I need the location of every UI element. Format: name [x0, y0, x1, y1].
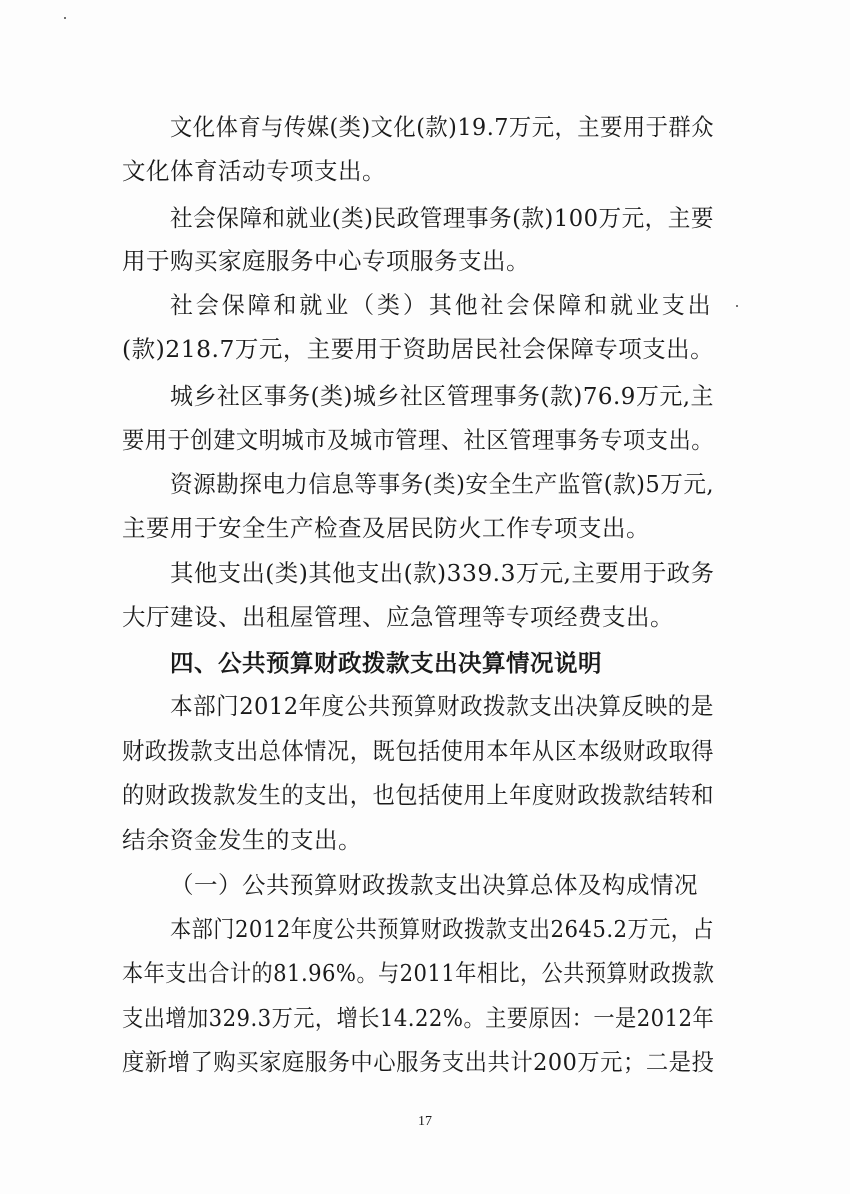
paragraph-culture-line-2: 文化体育活动专项支出。: [122, 157, 386, 185]
paragraph-other-expense-line-2: 大厅建设、出租屋管理、应急管理等专项经费支出。: [122, 603, 674, 631]
subheading: （一）公共预算财政拨款支出决算总体及构成情况: [170, 871, 698, 899]
intro-paragraph-line-2: 财政拨款支出总体情况，既包括使用本年从区本级财政取得: [122, 737, 714, 765]
paragraph-civil-affairs-line-1: 社会保障和就业(类)民政管理事务(款)100万元，主要: [170, 204, 715, 232]
intro-paragraph-line-3: 的财政拨款发生的支出，也包括使用上年度财政拨款结转和: [122, 781, 714, 809]
summary-paragraph-line-1: 本部门2012年度公共预算财政拨款支出2645.2万元，占: [170, 915, 715, 943]
summary-paragraph-line-3: 支出增加329.3万元，增长14.22%。主要原因：一是2012年: [122, 1004, 715, 1032]
summary-paragraph-line-4: 度新增了购买家庭服务中心服务支出共计200万元；二是投: [122, 1048, 715, 1076]
paragraph-culture-line-1: 文化体育与传媒(类)文化(款)19.7万元，主要用于群众: [170, 113, 715, 141]
paragraph-urban-rural-line-1: 城乡社区事务(类)城乡社区管理事务(款)76.9万元,主: [170, 382, 714, 410]
paragraph-safety-line-2: 主要用于安全生产检查及居民防火工作专项支出。: [122, 514, 650, 542]
scan-speck: [736, 305, 738, 307]
intro-paragraph-line-1: 本部门2012年度公共预算财政拨款支出决算反映的是: [170, 692, 714, 720]
summary-paragraph-line-2: 本年支出合计的81.96%。与2011年相比，公共预算财政拨款: [122, 959, 715, 987]
scan-speck: [64, 17, 66, 19]
paragraph-social-security-line-2: (款)218.7万元，主要用于资助居民社会保障专项支出。: [122, 335, 715, 363]
paragraph-urban-rural-line-2: 要用于创建文明城市及城市管理、社区管理事务专项支出。: [122, 426, 714, 454]
paragraph-safety-line-1: 资源勘探电力信息等事务(类)安全生产监管(款)5万元,: [170, 470, 715, 498]
paragraph-social-security-line-1: 社会保障和就业（类）其他社会保障和就业支出: [170, 291, 714, 319]
page-number: 17: [418, 1114, 432, 1129]
section-heading: 四、公共预算财政拨款支出决算情况说明: [170, 649, 602, 677]
intro-paragraph-line-4: 结余资金发生的支出。: [122, 826, 362, 854]
paragraph-civil-affairs-line-2: 用于购买家庭服务中心专项服务支出。: [122, 247, 530, 275]
paragraph-other-expense-line-1: 其他支出(类)其他支出(款)339.3万元,主要用于政务: [170, 559, 715, 587]
